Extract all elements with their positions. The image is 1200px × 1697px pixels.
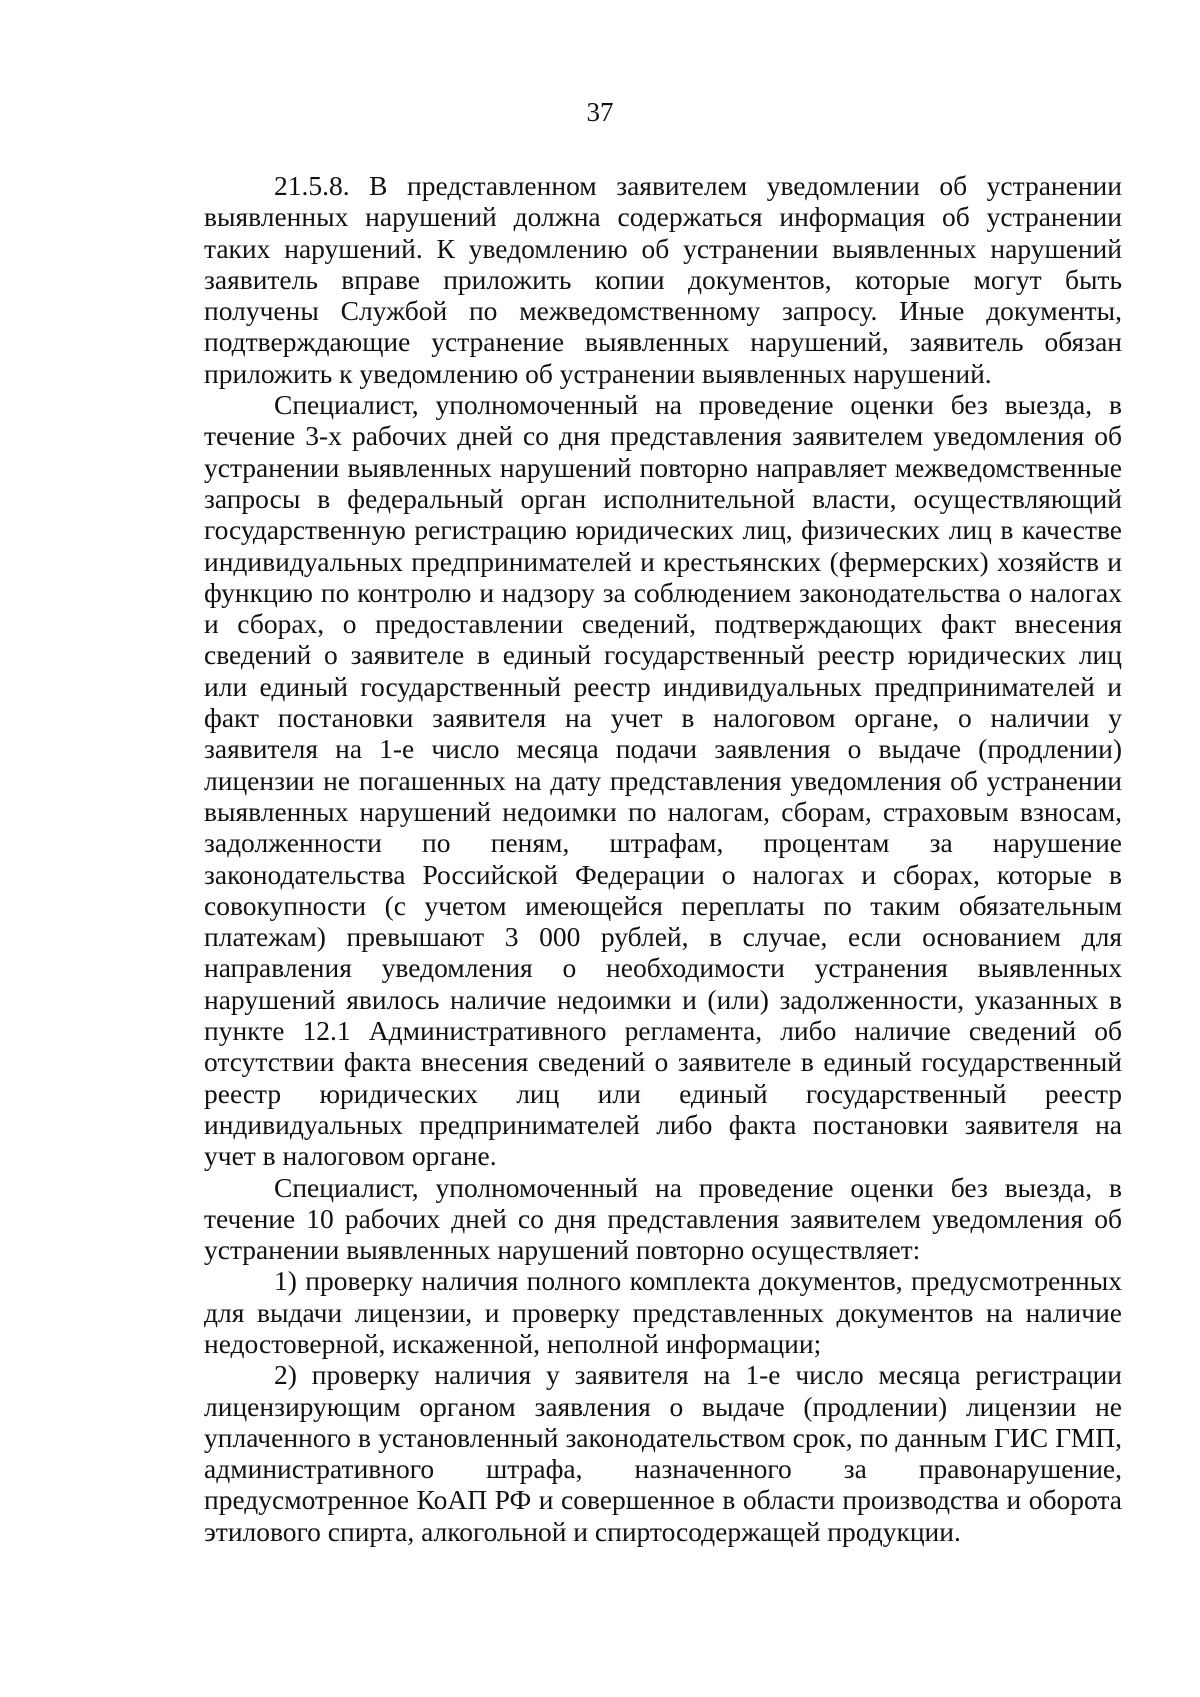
list-item-1: 1) проверку наличия полного комплекта документов, предусмотренных для выдачи лицензии, и проверку представленных документов на наличие недостоверной, искаженной, неполной информации; (204, 1265, 1122, 1359)
paragraph-21-5-8: 21.5.8. В представленном заявителем уведомлении об устранении выявленных нарушений должна содержаться информация об устранении таких нарушений. К уведомлению об устранении выявленных нарушений заявитель вправе приложить копии документов, которые могут быть получены Службой по межведомственному запросу. Иные документы, подтверждающие устранение выявленных нарушений, заявитель обязан приложить к уведомлению об устранении выявленных нарушений. (204, 170, 1122, 389)
page-number: 37 (586, 97, 614, 127)
paragraph-specialist-3-days: Специалист, уполномоченный на проведение оценки без выезда, в течение 3-х рабочих дней со дня представления заявителем уведомления об устранении выявленных нарушений повторно направляет межведомственные запросы в федеральный орган исполнительной власти, осуществляющий государственную регистрацию юридических лиц, физических лиц в качестве индивидуальных предпринимателей и крестьянских (фермерских) хозяйств и функцию по контролю и надзору за соблюдением законодательства о налогах и сборах, о предоставлении сведений, подтверждающих факт внесения сведений о заявителе в единый государственный реестр юридических лиц или единый государственный реестр индивидуальных предпринимателей и факт постановки заявителя на учет в налоговом органе, о наличии у заявителя на 1-е число месяца подачи заявления о выдаче (продлении) лицензии не погашенных на дату представления уведомления об устранении выявленных нарушений недоимки по налогам, сборам, страховым взносам, задолженности по пеням, штрафам, процентам за нарушение законодательства Российской Федерации о налогах и сборах, которые в совокупности (с учетом имеющейся переплаты по таким обязательным платежам) превышают 3 000 рублей, в случае, если основанием для направления уведомления о необходимости устранения выявленных нарушений явилось наличие недоимки и (или) задолженности, указанных в пункте 12.1 Административного регламента, либо наличие сведений об отсутствии факта внесения сведений о заявителе в единый государственный реестр юридических лиц или единый государственный реестр индивидуальных предпринимателей либо факта постановки заявителя на учет в налоговом органе. (204, 389, 1122, 1172)
list-item-2: 2) проверку наличия у заявителя на 1-е число месяца регистрации лицензирующим органом заявления о выдаче (продлении) лицензии не уплаченного в установленный законодательством срок, по данным ГИС ГМП, административного штрафа, назначенного за правонарушение, предусмотренное КоАП РФ и совершенное в области производства и оборота этилового спирта, алкогольной и спиртосодержащей продукции. (204, 1359, 1122, 1547)
paragraph-specialist-10-days: Специалист, уполномоченный на проведение оценки без выезда, в течение 10 рабочих дней со дня представления заявителем уведомления об устранении выявленных нарушений повторно осуществляет: (204, 1171, 1122, 1266)
document-body (204, 170, 1122, 1547)
